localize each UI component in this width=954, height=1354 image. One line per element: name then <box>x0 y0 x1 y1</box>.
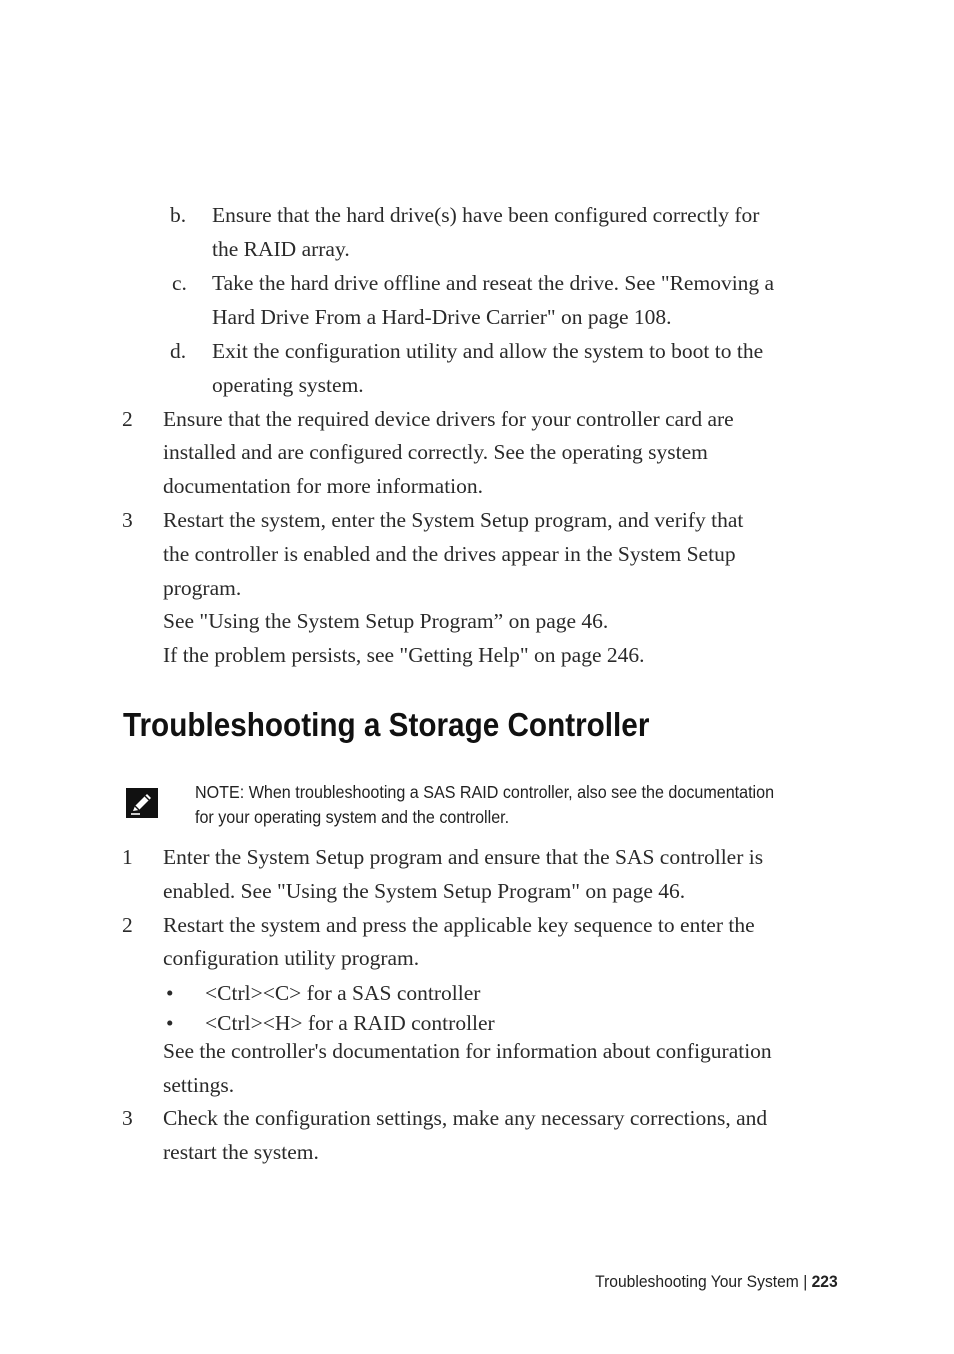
section-title: Troubleshooting a Storage Controller <box>123 706 650 743</box>
sub-step-c-marker: c. <box>172 271 187 295</box>
step-3-marker: 3 <box>122 508 133 532</box>
note-text-line-2: for your operating system and the controller. <box>195 807 510 827</box>
sub-step-d-line-1: Exit the configuration utility and allow the system to boot to the <box>212 339 764 363</box>
section-step-2-marker: 2 <box>122 913 133 937</box>
section-step-3-line-1: Check the configuration settings, make any necessary corrections, and <box>163 1106 768 1130</box>
note-pencil-icon <box>126 788 158 818</box>
step-2-line-2: installed and are configured correctly. See the operating system <box>163 440 708 464</box>
step-2-marker: 2 <box>122 407 133 431</box>
section-step-3-marker: 3 <box>122 1106 133 1130</box>
section-step-1-line-2: enabled. See "Using the System Setup Program" on page 46. <box>163 879 686 903</box>
bullet-1-glyph: • <box>166 981 174 1005</box>
step-3-line-2: the controller is enabled and the drives appear in the System Setup <box>163 542 736 566</box>
section-step-1-line-1: Enter the System Setup program and ensure that the SAS controller is <box>163 845 764 869</box>
section-step-3-line-2: restart the system. <box>163 1140 319 1164</box>
step-2-line-3: documentation for more information. <box>163 474 484 498</box>
sub-step-b-marker: b. <box>170 203 187 227</box>
section-step-2-line-2: configuration utility program. <box>163 946 420 970</box>
step-3-line-1: Restart the system, enter the System Setup program, and verify that <box>163 508 744 532</box>
sub-step-b-line-2: the RAID array. <box>212 237 350 261</box>
bullet-1-text: <Ctrl><C> for a SAS controller <box>205 981 481 1005</box>
after-bullets-line-2: settings. <box>163 1073 235 1097</box>
footer-page-number: 223 <box>811 1272 838 1291</box>
footer-chapter: Troubleshooting Your System <box>595 1272 800 1291</box>
sub-step-c-line-1: Take the hard drive offline and reseat the drive. See "Removing a <box>212 271 775 295</box>
note-text-line-1: When troubleshooting a SAS RAID controller, also see the documentation <box>248 782 775 802</box>
bullet-2-text: <Ctrl><H> for a RAID controller <box>205 1011 495 1035</box>
section-step-1-marker: 1 <box>122 845 133 869</box>
page-footer <box>595 1272 838 1292</box>
footer-separator: | <box>803 1272 808 1291</box>
section-step-2-line-1: Restart the system and press the applicable key sequence to enter the <box>163 913 755 937</box>
step-3-line-3: program. <box>163 576 242 600</box>
see-reference-line: See "Using the System Setup Program” on page 46. <box>163 609 609 633</box>
after-bullets-line-1: See the controller's documentation for information about configuration <box>163 1039 772 1063</box>
note-label: NOTE: <box>195 782 245 802</box>
bullet-2-glyph: • <box>166 1011 174 1035</box>
step-2-line-1: Ensure that the required device drivers for your controller card are <box>163 407 734 431</box>
sub-step-c-line-2: Hard Drive From a Hard-Drive Carrier" on page 108. <box>212 305 672 329</box>
sub-step-d-line-2: operating system. <box>212 373 364 397</box>
problem-persists-line: If the problem persists, see "Getting Help" on page 246. <box>163 643 645 667</box>
note-block <box>195 780 774 830</box>
sub-step-d-marker: d. <box>170 339 187 363</box>
sub-step-b-line-1: Ensure that the hard drive(s) have been configured correctly for <box>212 203 760 227</box>
